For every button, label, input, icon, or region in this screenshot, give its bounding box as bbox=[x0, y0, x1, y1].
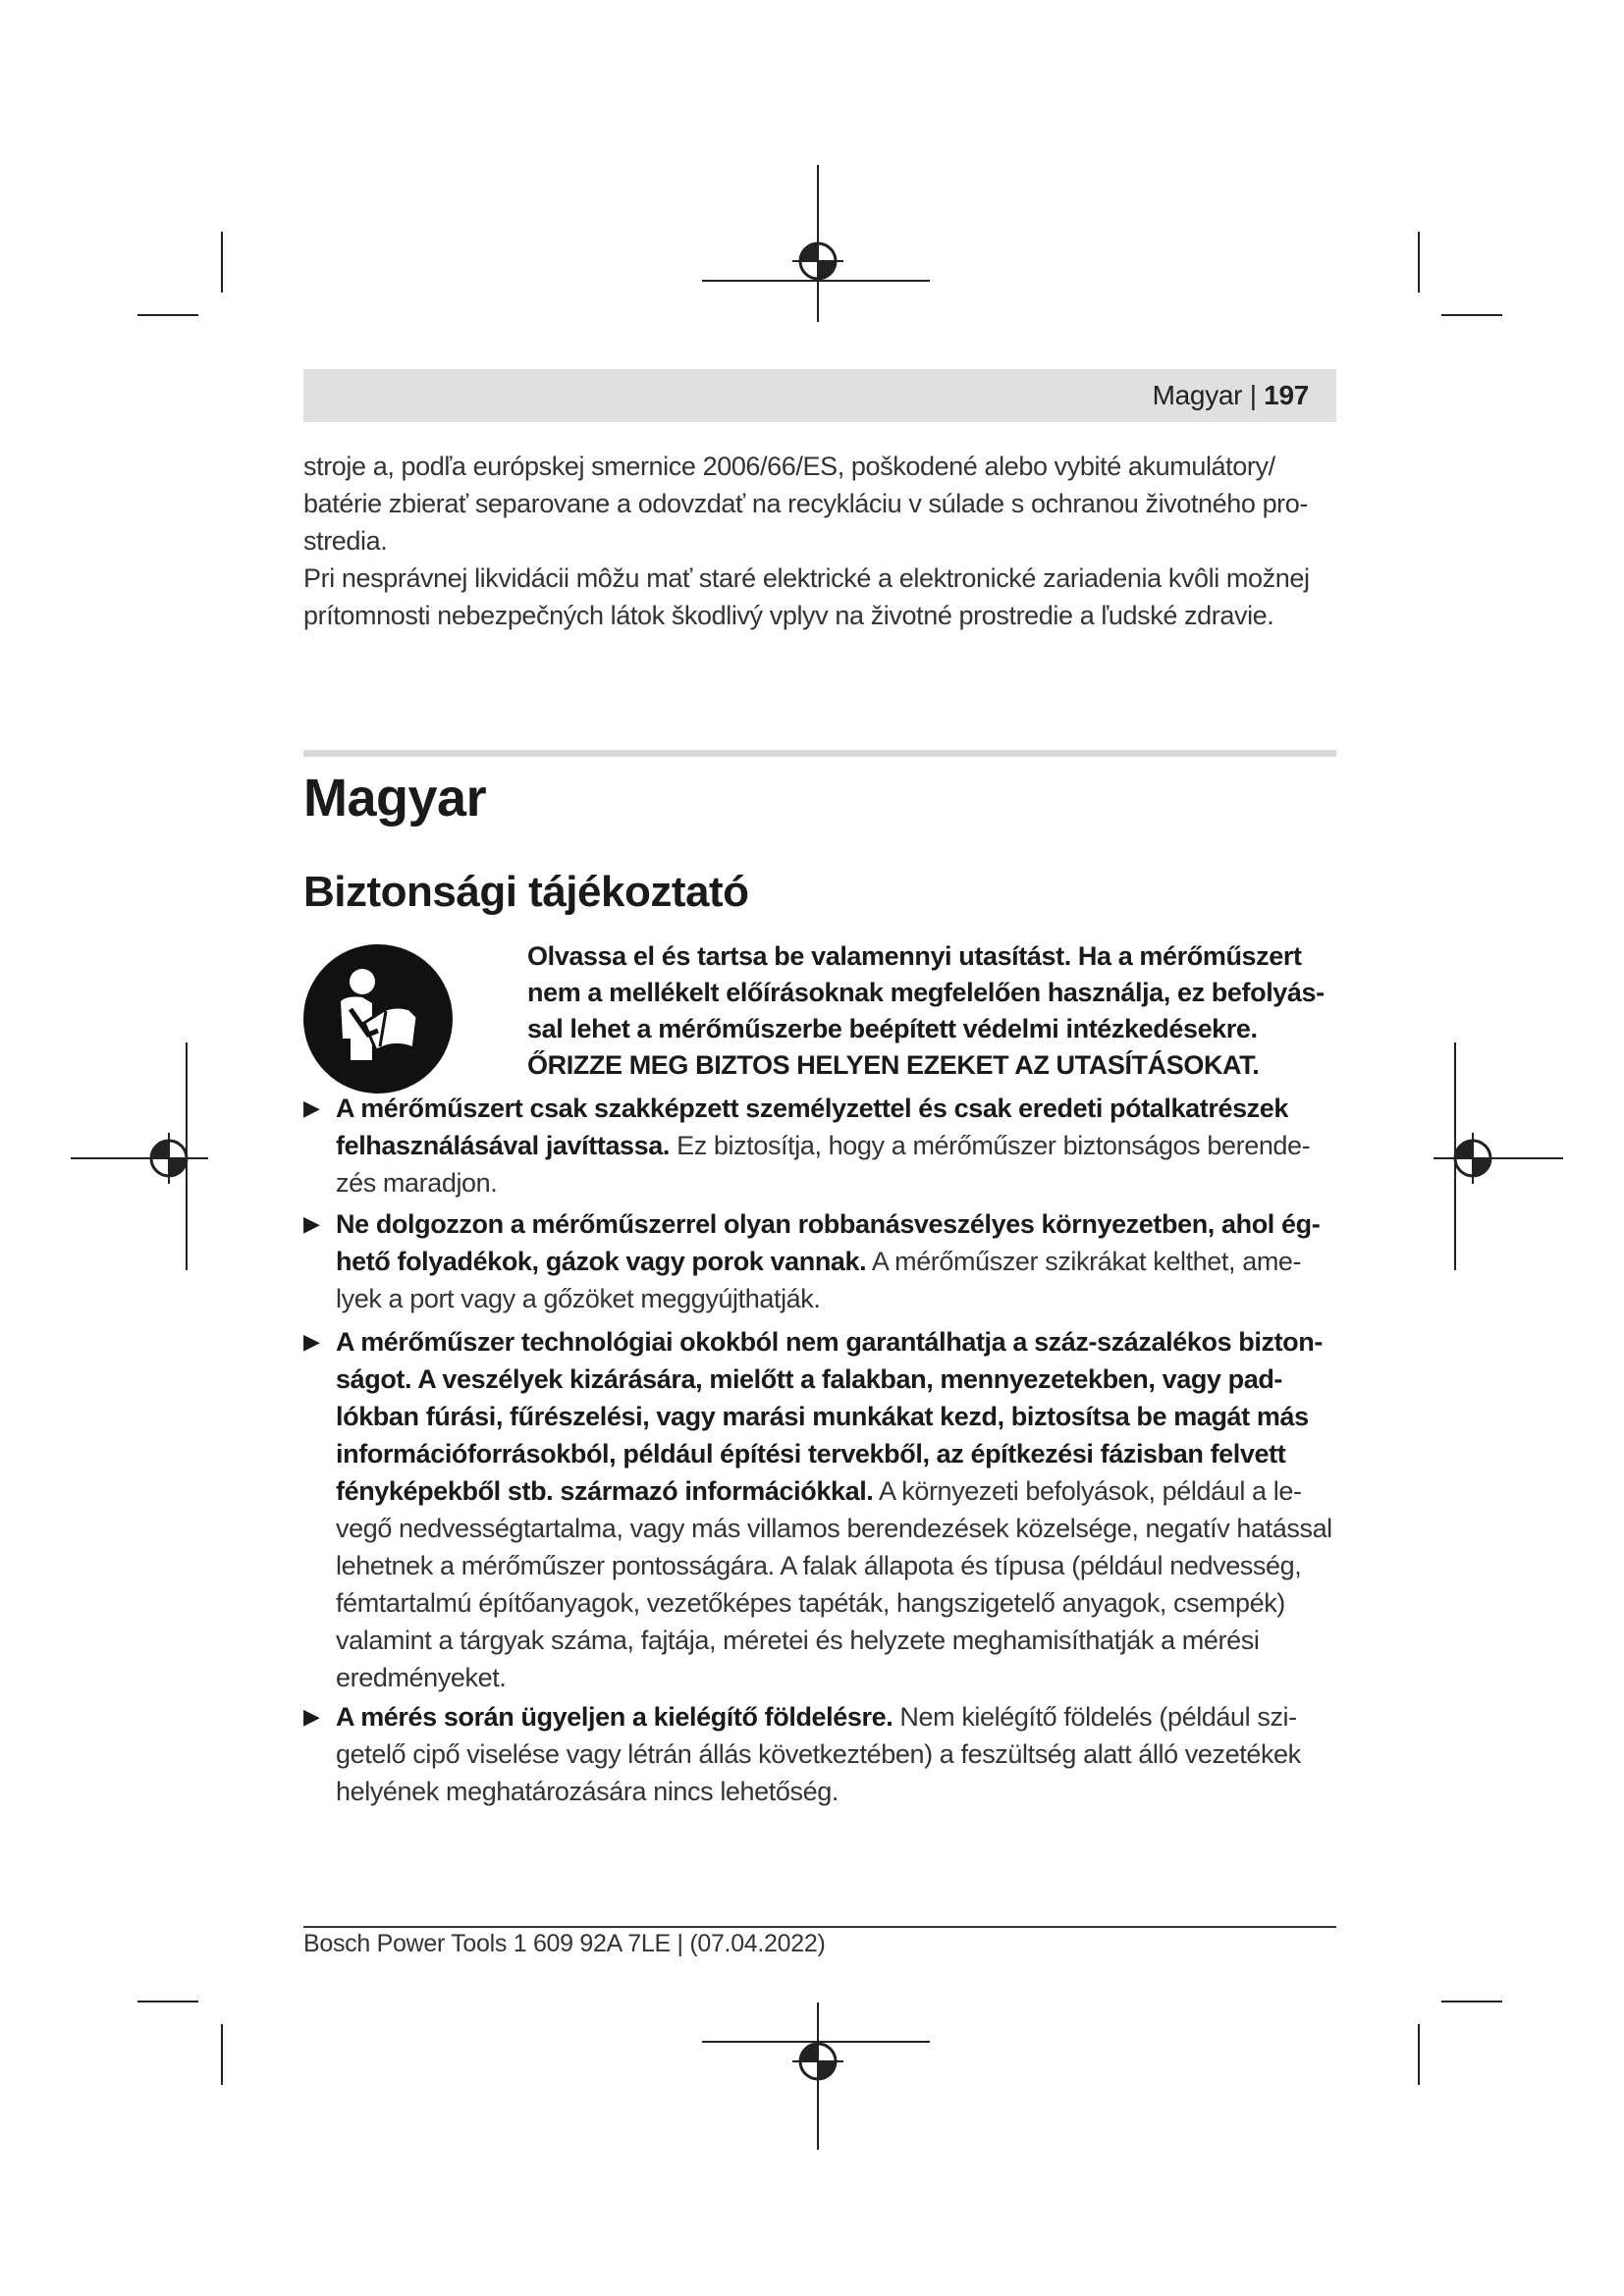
language-title: Magyar bbox=[303, 769, 487, 828]
crop-mark bbox=[1441, 314, 1502, 316]
list-item-normal: Ez biztosítja, hogy a mérőműszer biztonságos berende- zés maradjon. bbox=[336, 1131, 1311, 1198]
list-item-bold: Ne dolgozzon a mérőműszerrel olyan robbanásveszélyes környezetben, ahol ég- hető folyadékok, gázok vagy porok vannak. bbox=[336, 1209, 1321, 1276]
crop-mark bbox=[137, 314, 198, 316]
crop-mark bbox=[221, 2024, 223, 2085]
bullet-arrow-icon: ▶ bbox=[303, 1211, 320, 1236]
section-divider bbox=[303, 750, 1336, 757]
intro-paragraph: stroje a, podľa európskej smernice 2006/66/ES, poškodené alebo vybité akumulátory/ batérie zbierať separovane a odovzdať na recykláciu v súlade s ochranou životného pro- stredia. bbox=[303, 452, 1308, 556]
list-item-bold: A mérőműszert csak szakképzett személyzettel és csak eredeti pótalkatrészek felhasználásával javíttassa. bbox=[336, 1094, 1289, 1160]
intro-paragraph: Pri nesprávnej likvidácii môžu mať staré elektrické a elektronické zariadenia kvôli možnej prítomnosti nebezpečných látok škodlivý vplyv na životné prostredie a ľudské zdravie. bbox=[303, 563, 1310, 630]
crop-mark bbox=[221, 232, 223, 293]
running-header bbox=[303, 369, 1336, 422]
header-section: Magyar bbox=[1152, 380, 1243, 410]
crop-mark bbox=[1441, 2001, 1502, 2002]
crop-mark bbox=[1418, 232, 1420, 293]
section-title: Biztonsági tájékoztató bbox=[303, 868, 749, 916]
header-text bbox=[1153, 380, 1309, 411]
bullet-arrow-icon: ▶ bbox=[303, 1704, 320, 1729]
footer-divider bbox=[303, 1926, 1336, 1928]
read-manual-icon bbox=[303, 944, 453, 1094]
list-item-bold: A mérőműszer technológiai okokból nem garantálhatja a száz-százalékos bizton- ságot. A veszélyek kizárására, mielőtt a falakban, mennyezetekben, vagy pad- lókban fúrási, fűrészelési, vagy marási munkákat kezd, biztosítsa be magát más információforrásokból, például építési tervekből, az építkezési fázisban felvett fényképekből stb. származó információkkal. bbox=[336, 1327, 1323, 1506]
list-item-normal: A mérőműszer szikrákat kelthet, ame- lyek a port vagy a gőzöket meggyújthatják. bbox=[336, 1247, 1302, 1313]
bullet-arrow-icon: ▶ bbox=[303, 1095, 320, 1120]
list-item-normal: Nem kielégítő földelés (például szi- getelő cipő viselése vagy létrán állás következtében) a feszültség alatt álló vezetékek helyének meghatározására nincs lehetőség. bbox=[336, 1702, 1301, 1806]
list-item-text bbox=[336, 1205, 1336, 1317]
list-item bbox=[303, 1090, 1336, 1201]
list-item-text bbox=[336, 1090, 1336, 1201]
list-item-text bbox=[336, 1323, 1336, 1696]
intro-text bbox=[303, 448, 1336, 634]
registration-mark-icon bbox=[71, 1042, 208, 1278]
list-item-normal: A környezeti befolyások, például a le- vegő nedvességtartalma, vagy más villamos berendezések közelsége, negatív hatással lehetnek a mérőműszer pontosságára. A falak állapota és típusa (például nedvesség, fémtartalmú építőanyagok, vezetőképes tapéták, hangszigetelő anyagok, csempék) valamint a tárgyak száma, fajtája, méretei és helyzete meghamisíthatják a mérési eredményeket. bbox=[336, 1476, 1332, 1692]
registration-mark-icon bbox=[702, 165, 938, 322]
registration-mark-icon bbox=[1434, 1042, 1571, 1278]
crop-mark bbox=[137, 2001, 198, 2002]
registration-mark-icon bbox=[702, 2002, 938, 2160]
header-separator: | bbox=[1249, 380, 1257, 410]
bullet-arrow-icon: ▶ bbox=[303, 1329, 320, 1354]
crop-mark bbox=[1418, 2024, 1420, 2085]
page-number: 197 bbox=[1264, 380, 1309, 410]
list-item bbox=[303, 1205, 1336, 1317]
warning-keep-text: ŐRIZZE MEG BIZTOS HELYEN EZEKET AZ UTASÍTÁSOKAT. bbox=[527, 1050, 1260, 1080]
list-item bbox=[303, 1323, 1336, 1696]
safety-warning bbox=[527, 938, 1342, 1084]
warning-text: Olvassa el és tartsa be valamennyi utasítást. Ha a mérőműszert nem a mellékelt előírásoknak megfelelően használja, ez befolyás- sal lehet a mérőműszerbe beépített védelmi intézkedésekre. bbox=[527, 941, 1325, 1043]
footer-text: Bosch Power Tools 1 609 92A 7LE | (07.04.2022) bbox=[303, 1930, 826, 1957]
list-item-bold: A mérés során ügyeljen a kielégítő földelésre. bbox=[336, 1702, 893, 1732]
list-item bbox=[303, 1698, 1336, 1810]
list-item-text bbox=[336, 1698, 1336, 1810]
